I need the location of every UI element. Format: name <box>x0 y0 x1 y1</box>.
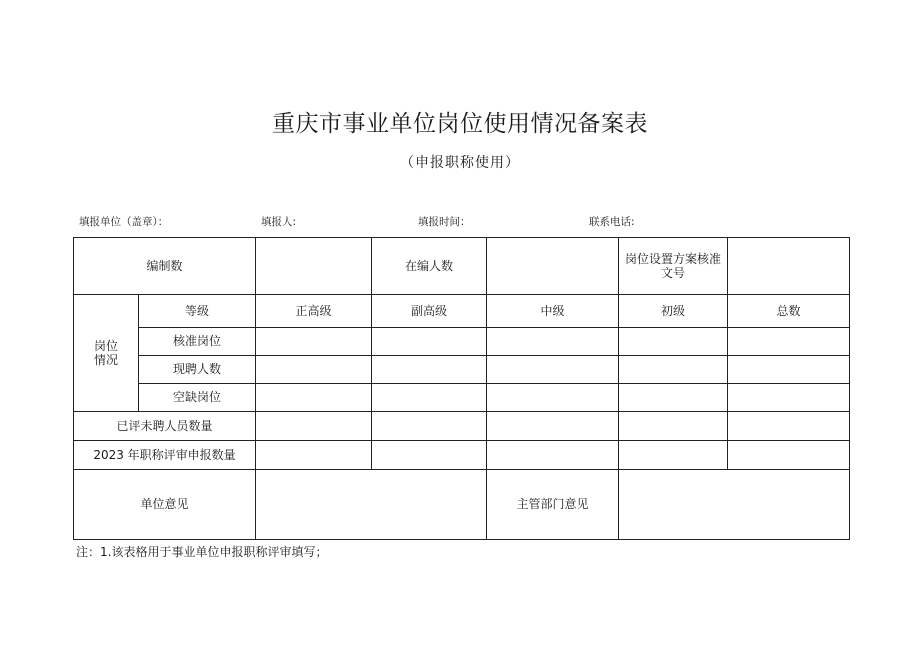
zaibian-label: 在编人数 <box>372 238 487 295</box>
employed-fugao-cell[interactable] <box>372 356 487 384</box>
apply-count-label: 2023 年职称评审申报数量 <box>74 441 256 470</box>
col-header-zhongji: 中级 <box>487 295 619 328</box>
form-title: 重庆市事业单位岗位使用情况备案表 <box>272 111 648 137</box>
col-header-zhenggao: 正高级 <box>256 295 372 328</box>
employed-chuji-cell[interactable] <box>619 356 728 384</box>
scheme-value-cell[interactable] <box>728 238 850 295</box>
col-header-fugao: 副高级 <box>372 295 487 328</box>
form-subtitle: （申报职称使用） <box>400 155 520 171</box>
scheme-label <box>619 238 728 295</box>
apply-zhenggao-cell[interactable] <box>256 441 372 470</box>
fill-time-label: 填报时间： <box>418 216 471 228</box>
row-label-approved: 核准岗位 <box>139 328 256 356</box>
unit-label: 填报单位（盖章）： <box>79 216 169 228</box>
approved-zhenggao-cell[interactable] <box>256 328 372 356</box>
employed-total-cell[interactable] <box>728 356 850 384</box>
unit-opinion-cell[interactable] <box>256 470 487 540</box>
record-table <box>73 237 850 540</box>
bianzhi-value-cell[interactable] <box>256 238 372 295</box>
unit-opinion-label: 单位意见 <box>74 470 256 540</box>
approved-fugao-cell[interactable] <box>372 328 487 356</box>
evaluated-chuji-cell[interactable] <box>619 412 728 441</box>
approved-zhongji-cell[interactable] <box>487 328 619 356</box>
vacant-zhenggao-cell[interactable] <box>256 384 372 412</box>
approved-total-cell[interactable] <box>728 328 850 356</box>
approved-chuji-cell[interactable] <box>619 328 728 356</box>
evaluated-total-cell[interactable] <box>728 412 850 441</box>
evaluated-unhired-label: 已评未聘人员数量 <box>74 412 256 441</box>
phone-label: 联系电话: <box>589 216 635 228</box>
evaluated-zhongji-cell[interactable] <box>487 412 619 441</box>
post-situation-label <box>74 295 139 412</box>
employed-zhenggao-cell[interactable] <box>256 356 372 384</box>
dept-opinion-cell[interactable] <box>619 470 850 540</box>
apply-fugao-cell[interactable] <box>372 441 487 470</box>
post-label-line1: 岗位 <box>93 338 118 353</box>
vacant-zhongji-cell[interactable] <box>487 384 619 412</box>
scheme-label-line2: 文号 <box>661 266 686 280</box>
apply-total-cell[interactable] <box>728 441 850 470</box>
evaluated-zhenggao-cell[interactable] <box>256 412 372 441</box>
grade-header: 等级 <box>139 295 256 328</box>
scheme-label-line1: 岗位设置方案核准 <box>625 251 722 266</box>
evaluated-fugao-cell[interactable] <box>372 412 487 441</box>
col-header-chuji: 初级 <box>619 295 728 328</box>
bianzhi-label: 编制数 <box>74 238 256 295</box>
apply-chuji-cell[interactable] <box>619 441 728 470</box>
vacant-fugao-cell[interactable] <box>372 384 487 412</box>
row-label-vacant: 空缺岗位 <box>139 384 256 412</box>
footnote: 注：1.该表格用于事业单位申报职称评审填写； <box>76 545 328 559</box>
row-label-employed: 现聘人数 <box>139 356 256 384</box>
post-label-line2: 情况 <box>93 353 118 367</box>
vacant-total-cell[interactable] <box>728 384 850 412</box>
col-header-total: 总数 <box>728 295 850 328</box>
dept-opinion-label: 主管部门意见 <box>487 470 619 540</box>
filler-label: 填报人: <box>261 216 297 228</box>
apply-zhongji-cell[interactable] <box>487 441 619 470</box>
zaibian-value-cell[interactable] <box>487 238 619 295</box>
employed-zhongji-cell[interactable] <box>487 356 619 384</box>
vacant-chuji-cell[interactable] <box>619 384 728 412</box>
